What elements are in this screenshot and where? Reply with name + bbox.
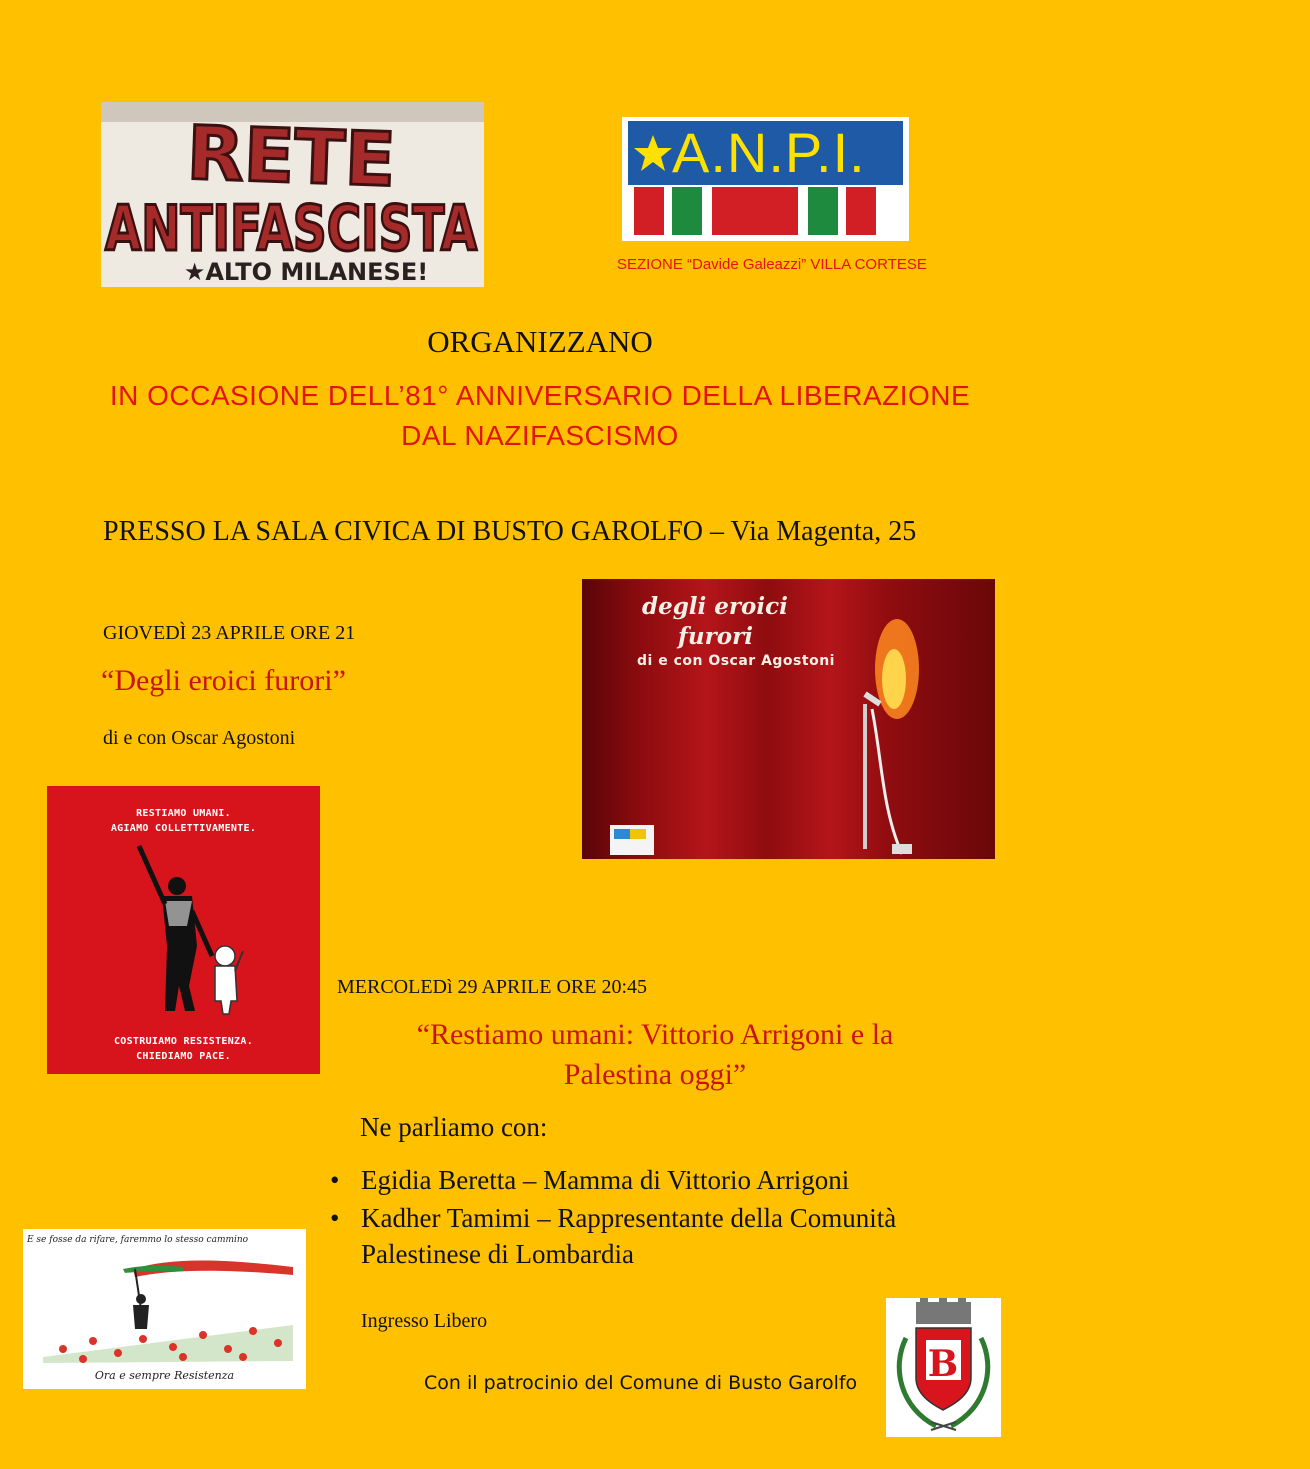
star-icon: [633, 133, 673, 173]
poster1-title-1: degli eroici: [642, 593, 788, 620]
alto-milanese-text: ★ALTO MILANESE!: [183, 258, 429, 286]
anpi-logo: [622, 117, 909, 241]
anpi-section-label: SEZIONE “Davide Galeazzi” VILLA CORTESE: [617, 256, 927, 273]
microphone-icon: [582, 579, 995, 859]
bullet-glyph: •: [330, 1203, 340, 1233]
poster2-line-4: CHIEDIAMO PACE.: [136, 1051, 231, 1062]
poster3-top-text: E se fosse da rifare, faremmo lo stesso cammino: [27, 1235, 249, 1245]
poppy-field-illustration: [23, 1229, 306, 1389]
event2-title-line-1: “Restiamo umani: Vittorio Arrigoni e la: [416, 1018, 894, 1051]
coat-of-arms-icon: [886, 1298, 1001, 1437]
speakers-intro: Ne parliamo con:: [360, 1112, 548, 1142]
poster2-line-3: COSTRUIAMO RESISTENZA.: [113, 1036, 254, 1047]
crest-letter: B: [927, 1343, 959, 1385]
speaker-text: Kadher Tamimi – Rappresentante della Comunità: [361, 1203, 897, 1233]
busto-garolfo-crest: [886, 1298, 1001, 1437]
anpi-logo-top: [628, 121, 903, 185]
rete-antifascista-logo: [101, 102, 484, 287]
rete-banner-art: [101, 102, 484, 287]
event1-date: GIOVEDÌ 23 APRILE ORE 21: [103, 622, 356, 644]
event2-title-line-2: Palestina oggi”: [563, 1058, 747, 1091]
entry-note: Ingresso Libero: [361, 1310, 488, 1332]
occasion-line-1: IN OCCASIONE DELL’81° ANNIVERSARIO DELLA LIBERAZIONE: [109, 380, 971, 411]
bullet-glyph: •: [330, 1165, 340, 1195]
event2-date: MERCOLEDì 29 APRILE ORE 20:45: [337, 976, 648, 998]
anpi-flag-bars: [628, 187, 903, 235]
patronage-note: Con il patrocinio del Comune di Busto Garolfo: [424, 1372, 858, 1394]
poster2-line-1: RESTIAMO UMANI.: [136, 808, 231, 819]
venue-line: PRESSO LA SALA CIVICA DI BUSTO GAROLFO – Via Magenta, 25: [103, 516, 917, 547]
event1-poster: [582, 579, 995, 859]
organizers-heading: ORGANIZZANO: [427, 324, 653, 359]
poster1-title-2: furori: [678, 623, 753, 650]
occasion-line-2: DAL NAZIFASCISMO: [401, 420, 679, 451]
antifascista-text: ANTIFASCISTA: [105, 192, 478, 265]
speaker-text-continued: Palestinese di Lombardia: [361, 1239, 634, 1269]
poster3-bottom-text: Ora e sempre Resistenza: [94, 1369, 235, 1382]
resistenza-poster: [23, 1229, 306, 1389]
event1-title: “Degli eroici furori”: [101, 664, 346, 697]
anpi-text: A.N.P.I.: [672, 121, 866, 184]
poster1-subtitle: di e con Oscar Agostoni: [637, 653, 835, 669]
event1-subtitle: di e con Oscar Agostoni: [103, 727, 296, 749]
speaker-text: Egidia Beretta – Mamma di Vittorio Arrigoni: [361, 1165, 850, 1195]
poster2-line-2: AGIAMO COLLETTIVAMENTE.: [110, 823, 257, 834]
rete-text: RETE: [185, 110, 397, 204]
